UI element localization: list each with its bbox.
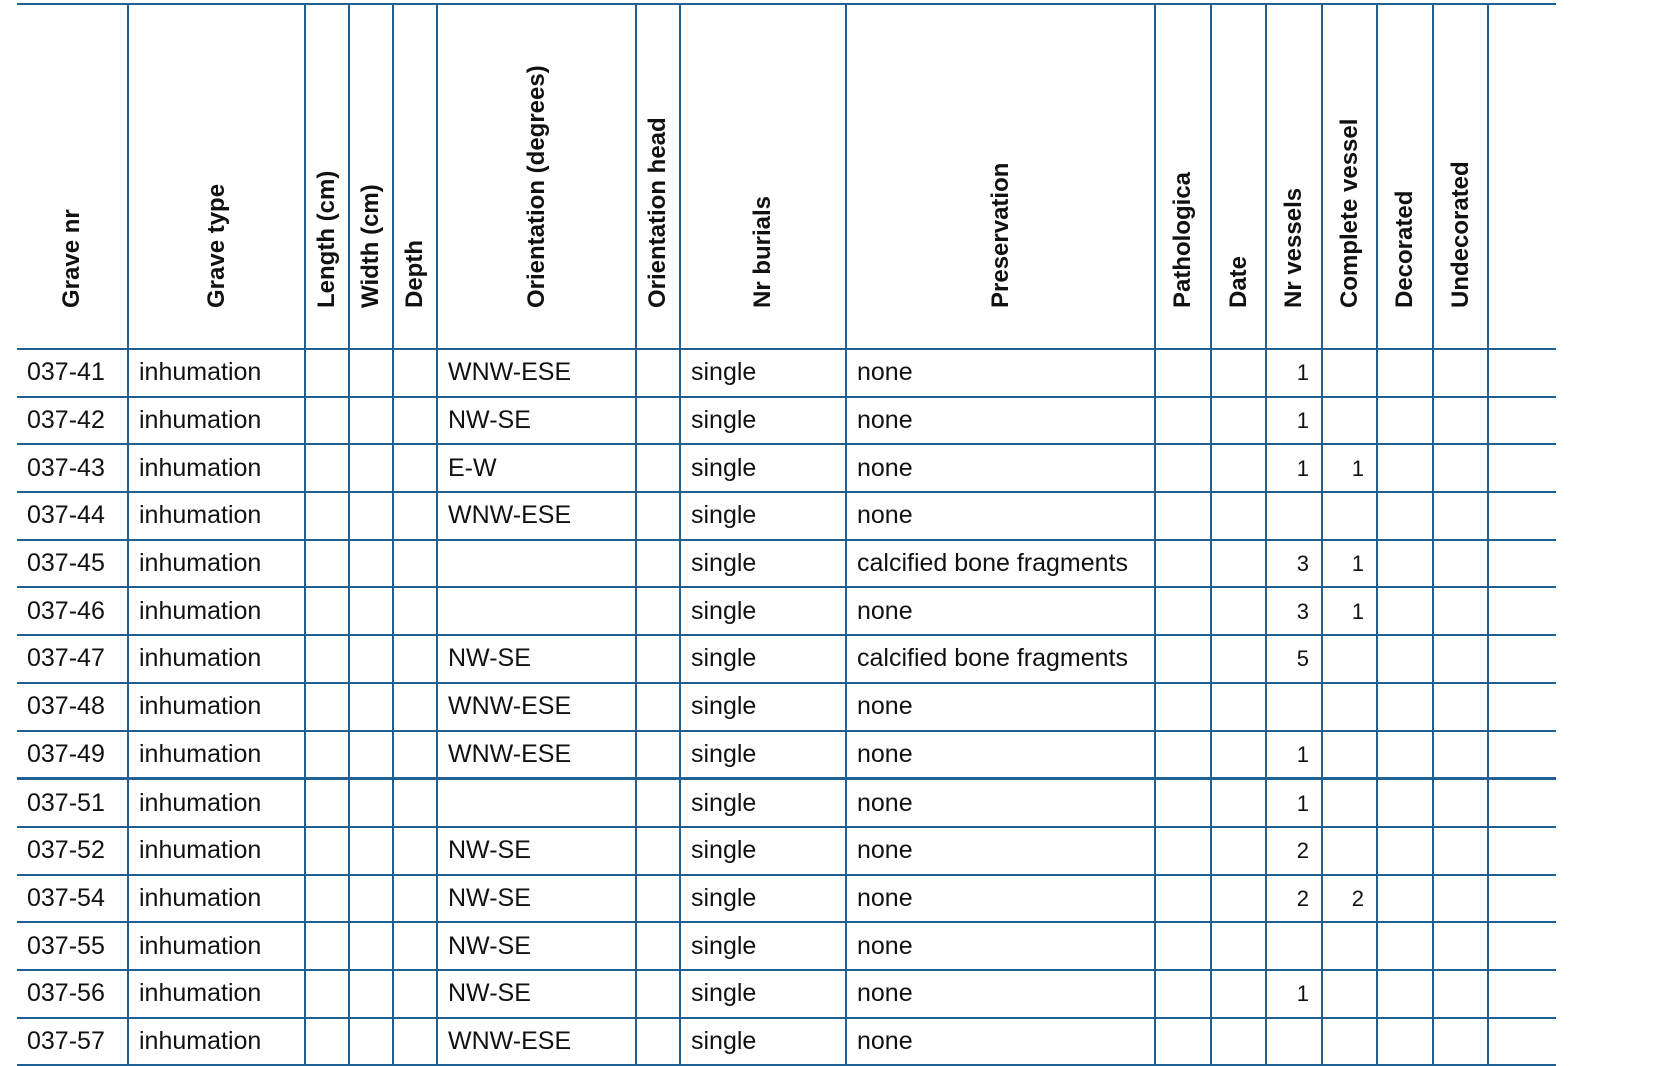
table-cell: NW-SE (437, 875, 636, 923)
table-cell: single (680, 731, 846, 779)
table-row (17, 397, 1556, 445)
col-header-orientation-degrees (437, 4, 636, 349)
table-cell (1322, 349, 1377, 397)
table-cell (1211, 779, 1266, 827)
table-cell (1377, 683, 1433, 731)
table-cell (1433, 731, 1488, 779)
col-header-preservation (846, 4, 1155, 349)
table-cell (305, 683, 349, 731)
table-cell (1155, 683, 1211, 731)
col-header-grave-type (128, 4, 305, 349)
table-cell: single (680, 970, 846, 1018)
table-cell: calcified bone fragments (846, 540, 1155, 588)
col-header-blank (1488, 4, 1556, 349)
table-cell: single (680, 922, 846, 970)
table-cell (1433, 635, 1488, 683)
table-cell: none (846, 492, 1155, 540)
table-cell: single (680, 635, 846, 683)
column-header-label: Preservation (986, 162, 1014, 308)
table-cell: WNW-ESE (437, 731, 636, 779)
table-cell (1377, 444, 1433, 492)
table-cell (393, 635, 437, 683)
table-cell: none (846, 779, 1155, 827)
table-cell: 037-51 (17, 779, 128, 827)
table-cell: 037-41 (17, 349, 128, 397)
table-cell: NW-SE (437, 397, 636, 445)
table-cell (1155, 397, 1211, 445)
table-cell: none (846, 444, 1155, 492)
table-cell (1433, 970, 1488, 1018)
table-cell: single (680, 444, 846, 492)
table-cell: 037-44 (17, 492, 128, 540)
column-header-label: Orientation (degrees) (522, 65, 550, 308)
table-cell (349, 683, 393, 731)
column-header-label: Grave nr (58, 209, 85, 308)
table-cell (305, 1018, 349, 1066)
col-header-width (349, 4, 393, 349)
table-cell (1155, 731, 1211, 779)
table-row (17, 875, 1556, 923)
table-cell (636, 444, 680, 492)
table-cell (1488, 540, 1556, 588)
table-cell (393, 922, 437, 970)
table-cell: 037-49 (17, 731, 128, 779)
col-header-date (1211, 4, 1266, 349)
table-cell (305, 922, 349, 970)
table-cell: 1 (1266, 397, 1322, 445)
table-cell (1488, 731, 1556, 779)
table-cell: WNW-ESE (437, 492, 636, 540)
table-cell: none (846, 683, 1155, 731)
table-cell (393, 779, 437, 827)
table-cell: inhumation (128, 731, 305, 779)
table-cell (1155, 1018, 1211, 1066)
table-cell (1433, 683, 1488, 731)
table-cell (636, 875, 680, 923)
table-cell (1377, 540, 1433, 588)
table-cell (305, 492, 349, 540)
table-cell (393, 444, 437, 492)
table-cell (349, 779, 393, 827)
table-cell: 037-52 (17, 827, 128, 875)
table-cell: 2 (1266, 827, 1322, 875)
table-cell: 1 (1322, 587, 1377, 635)
table-row (17, 731, 1556, 779)
table-cell (1433, 492, 1488, 540)
table-cell (1266, 683, 1322, 731)
table-cell (636, 587, 680, 635)
table-cell: single (680, 1018, 846, 1066)
table-cell: 1 (1266, 349, 1322, 397)
column-header-label: Nr vessels (1280, 187, 1307, 308)
table-cell (437, 779, 636, 827)
table-cell: none (846, 875, 1155, 923)
table-cell (349, 635, 393, 683)
table-cell (1211, 397, 1266, 445)
table-cell (1322, 827, 1377, 875)
table-cell (1377, 397, 1433, 445)
table-cell (1377, 970, 1433, 1018)
table-cell: 2 (1266, 875, 1322, 923)
table-cell: none (846, 587, 1155, 635)
table-cell (1266, 492, 1322, 540)
table-row (17, 635, 1556, 683)
table-cell (1322, 635, 1377, 683)
table-cell (349, 444, 393, 492)
table-cell: 037-43 (17, 444, 128, 492)
table-cell: none (846, 1018, 1155, 1066)
table-cell: none (846, 970, 1155, 1018)
table-cell (1211, 587, 1266, 635)
table-cell (393, 827, 437, 875)
table-cell: 037-56 (17, 970, 128, 1018)
col-header-pathologica (1155, 4, 1211, 349)
table-cell (1433, 397, 1488, 445)
table-cell: WNW-ESE (437, 1018, 636, 1066)
table-cell: none (846, 397, 1155, 445)
column-header-label: Complete vessel (1335, 118, 1363, 308)
table-cell: NW-SE (437, 635, 636, 683)
table-cell (393, 875, 437, 923)
table-cell (1322, 731, 1377, 779)
grave-table (17, 3, 1556, 1066)
table-cell: inhumation (128, 1018, 305, 1066)
table-cell: 1 (1266, 779, 1322, 827)
table-cell (1155, 970, 1211, 1018)
table-cell (305, 587, 349, 635)
table-cell: single (680, 397, 846, 445)
table-cell: single (680, 492, 846, 540)
table-cell (1433, 827, 1488, 875)
column-header-label: Pathologica (1169, 171, 1196, 308)
table-cell: 2 (1322, 875, 1377, 923)
column-header-label: Grave type (202, 183, 230, 308)
table-cell: 1 (1266, 731, 1322, 779)
table-cell (349, 587, 393, 635)
col-header-nr-burials (680, 4, 846, 349)
table-row (17, 1018, 1556, 1066)
table-cell (1322, 1018, 1377, 1066)
table-row (17, 349, 1556, 397)
table-cell: inhumation (128, 922, 305, 970)
table-cell (349, 970, 393, 1018)
col-header-nr-vessels (1266, 4, 1322, 349)
table-cell: none (846, 731, 1155, 779)
column-header-label: Width (cm) (357, 184, 384, 308)
table-cell (349, 827, 393, 875)
table-cell (1377, 875, 1433, 923)
table-cell (1155, 922, 1211, 970)
table-cell (349, 875, 393, 923)
col-header-grave-nr (17, 4, 128, 349)
table-cell (1433, 540, 1488, 588)
table-cell (349, 397, 393, 445)
table-cell (1433, 875, 1488, 923)
table-cell (636, 827, 680, 875)
table-cell: NW-SE (437, 970, 636, 1018)
table-cell (1377, 349, 1433, 397)
table-cell: 1 (1322, 540, 1377, 588)
table-cell: WNW-ESE (437, 683, 636, 731)
table-cell (393, 1018, 437, 1066)
table-cell (305, 397, 349, 445)
table-cell (1488, 1018, 1556, 1066)
table-cell (1211, 875, 1266, 923)
table-cell: inhumation (128, 827, 305, 875)
table-cell (636, 731, 680, 779)
table-cell (636, 349, 680, 397)
table-cell (1433, 1018, 1488, 1066)
table-cell: NW-SE (437, 922, 636, 970)
table-cell (1155, 635, 1211, 683)
table-cell (349, 922, 393, 970)
table-cell (1155, 827, 1211, 875)
table-cell (1433, 922, 1488, 970)
table-cell (636, 397, 680, 445)
col-header-undecorated (1433, 4, 1488, 349)
table-cell (1377, 635, 1433, 683)
table-cell: single (680, 587, 846, 635)
table-cell (393, 349, 437, 397)
table-cell (1211, 492, 1266, 540)
table-cell: 037-48 (17, 683, 128, 731)
table-cell (1211, 444, 1266, 492)
col-header-length (305, 4, 349, 349)
table-cell (1433, 587, 1488, 635)
table-cell (305, 635, 349, 683)
table-cell (349, 349, 393, 397)
table-cell: 1 (1266, 444, 1322, 492)
table-cell (1211, 540, 1266, 588)
table-cell (437, 587, 636, 635)
table-cell (1377, 492, 1433, 540)
table-cell (393, 397, 437, 445)
col-header-orientation-head (636, 4, 680, 349)
table-cell (1155, 492, 1211, 540)
table-cell (393, 540, 437, 588)
table-cell (393, 731, 437, 779)
table-cell (1433, 444, 1488, 492)
table-cell: 5 (1266, 635, 1322, 683)
table-cell (1488, 779, 1556, 827)
table-cell (393, 492, 437, 540)
table-cell (1155, 540, 1211, 588)
table-cell (1322, 922, 1377, 970)
table-cell (636, 492, 680, 540)
column-header-label: Date (1224, 255, 1252, 308)
table-cell (1322, 970, 1377, 1018)
table-cell: inhumation (128, 779, 305, 827)
table-cell (1211, 683, 1266, 731)
table-cell (1211, 970, 1266, 1018)
table-body (17, 349, 1556, 1065)
table-cell (349, 492, 393, 540)
table-cell: none (846, 922, 1155, 970)
table-cell (1211, 827, 1266, 875)
table-cell (1211, 349, 1266, 397)
column-header-label: Nr burials (749, 195, 776, 308)
table-cell (305, 731, 349, 779)
table-cell (1377, 587, 1433, 635)
table-cell (349, 1018, 393, 1066)
table-cell (636, 635, 680, 683)
table-cell (1488, 875, 1556, 923)
table-cell: none (846, 349, 1155, 397)
table-row (17, 970, 1556, 1018)
table-cell: WNW-ESE (437, 349, 636, 397)
table-cell (305, 349, 349, 397)
table-cell (1155, 349, 1211, 397)
table-cell: inhumation (128, 397, 305, 445)
table-cell (1322, 492, 1377, 540)
table-cell (1488, 922, 1556, 970)
table-cell (1377, 731, 1433, 779)
table-cell (1488, 683, 1556, 731)
table-cell (1433, 779, 1488, 827)
table-cell (1155, 779, 1211, 827)
table-cell: inhumation (128, 492, 305, 540)
table-cell (1488, 349, 1556, 397)
table-cell: single (680, 875, 846, 923)
table-cell (1211, 635, 1266, 683)
table-cell (1377, 1018, 1433, 1066)
table-cell (305, 875, 349, 923)
table-cell: calcified bone fragments (846, 635, 1155, 683)
table-cell (1488, 970, 1556, 1018)
table-cell: inhumation (128, 587, 305, 635)
table-cell (305, 827, 349, 875)
table-cell (1322, 779, 1377, 827)
table-cell (1155, 587, 1211, 635)
table-cell (1377, 779, 1433, 827)
table-cell (1266, 1018, 1322, 1066)
table-cell (305, 970, 349, 1018)
table-cell (1433, 349, 1488, 397)
table-cell (349, 540, 393, 588)
table-cell: 1 (1266, 970, 1322, 1018)
table-cell (636, 779, 680, 827)
column-header-label: Depth (401, 240, 428, 308)
table-cell: inhumation (128, 349, 305, 397)
table-cell (305, 444, 349, 492)
table-cell (636, 922, 680, 970)
table-cell: single (680, 827, 846, 875)
table-cell (1322, 683, 1377, 731)
table-cell: 037-42 (17, 397, 128, 445)
table-cell: none (846, 827, 1155, 875)
table-cell: inhumation (128, 683, 305, 731)
table-cell: 037-57 (17, 1018, 128, 1066)
header-row (17, 4, 1556, 349)
table-cell: 037-47 (17, 635, 128, 683)
table-row (17, 492, 1556, 540)
table-row (17, 779, 1556, 827)
table-row (17, 444, 1556, 492)
table-cell: 3 (1266, 540, 1322, 588)
table-cell (1377, 922, 1433, 970)
table-cell (1488, 587, 1556, 635)
table-cell: single (680, 779, 846, 827)
table-cell (636, 1018, 680, 1066)
table-cell: inhumation (128, 635, 305, 683)
table-cell: inhumation (128, 540, 305, 588)
table-cell: 1 (1322, 444, 1377, 492)
table-cell (1266, 922, 1322, 970)
table-cell (636, 683, 680, 731)
col-header-depth (393, 4, 437, 349)
table-cell (1377, 827, 1433, 875)
col-header-decorated (1377, 4, 1433, 349)
column-header-label: Undecorated (1446, 161, 1474, 308)
table-cell: 037-54 (17, 875, 128, 923)
table-cell: single (680, 540, 846, 588)
table-cell: NW-SE (437, 827, 636, 875)
table-cell (1322, 397, 1377, 445)
table-cell: inhumation (128, 970, 305, 1018)
table-cell (636, 970, 680, 1018)
table-cell: single (680, 349, 846, 397)
table-cell: 037-55 (17, 922, 128, 970)
table-cell (437, 540, 636, 588)
table-cell (393, 970, 437, 1018)
column-header-label: Orientation head (644, 117, 671, 308)
table-cell (1155, 444, 1211, 492)
table-cell: E-W (437, 444, 636, 492)
table-cell: 037-46 (17, 587, 128, 635)
table-cell: single (680, 683, 846, 731)
table-cell (305, 540, 349, 588)
table-cell (1488, 444, 1556, 492)
table-row (17, 540, 1556, 588)
table-cell (1211, 1018, 1266, 1066)
col-header-complete-vessel (1322, 4, 1377, 349)
table-cell: inhumation (128, 875, 305, 923)
table-cell (1488, 397, 1556, 445)
table-row (17, 827, 1556, 875)
table-row (17, 683, 1556, 731)
column-header-label: Length (cm) (313, 170, 340, 308)
table-cell (1488, 492, 1556, 540)
table-cell (1211, 731, 1266, 779)
column-header-label: Decorated (1391, 190, 1418, 308)
table-cell (1155, 875, 1211, 923)
table-cell (393, 683, 437, 731)
table-cell (305, 779, 349, 827)
table-cell: 3 (1266, 587, 1322, 635)
table-cell: 037-45 (17, 540, 128, 588)
table-cell (1488, 635, 1556, 683)
table-cell (1211, 922, 1266, 970)
table-cell (1488, 827, 1556, 875)
table-row (17, 922, 1556, 970)
table-cell (349, 731, 393, 779)
table-row (17, 587, 1556, 635)
table-cell: inhumation (128, 444, 305, 492)
table-cell (393, 587, 437, 635)
table-cell (636, 540, 680, 588)
